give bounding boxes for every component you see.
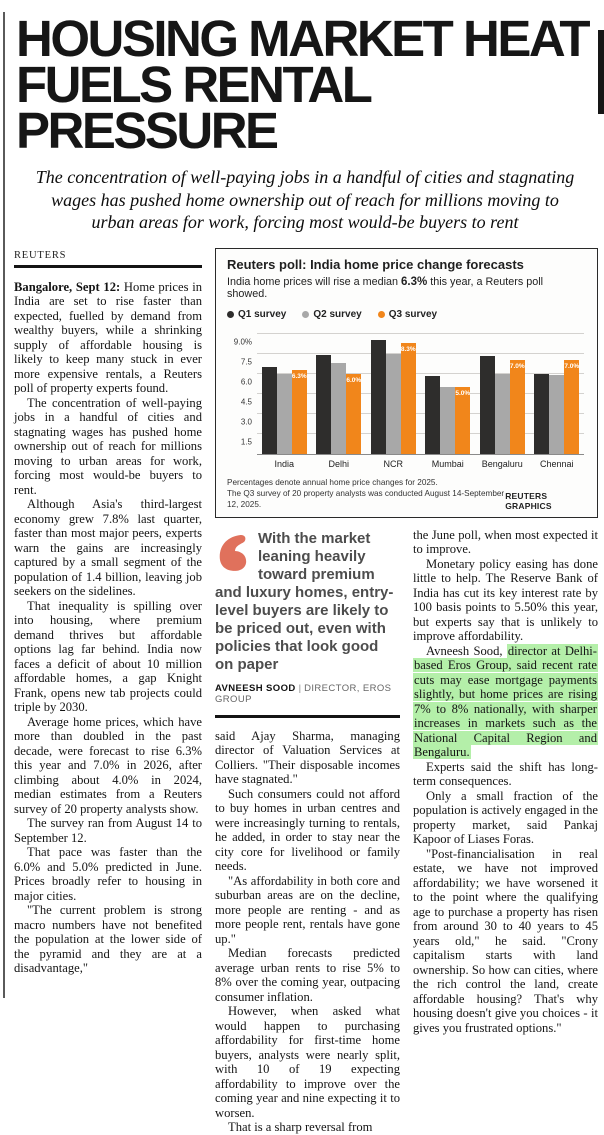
- headline-line-2: FUELS RENTAL PRESSURE: [16, 56, 370, 159]
- article-paragraph: Only a small fraction of the population is actively engaged in the property market, said Pankaj Kapoor of Liases Foras.: [413, 788, 599, 847]
- article-paragraph: Experts said the shift has long-term consequences.: [413, 759, 598, 789]
- Q2-survey-bar: [440, 387, 455, 454]
- y-axis-tick-label: 9.0%: [233, 337, 252, 346]
- quote-icon: [215, 533, 249, 571]
- right-column-paragraphs: [413, 528, 598, 1036]
- dateline: Bangalore, Sept 12:: [14, 279, 124, 294]
- byline-rule: [14, 265, 202, 268]
- middle-column-paragraphs: [215, 729, 400, 1135]
- y-axis-tick-label: 7.5: [240, 357, 252, 366]
- article-paragraph: Although Asia's third-largest economy grew 7.8% last quarter, faster than most major peers, experts warn the gains are increasingly captured by a small segment of the population of 1.4 billion, leaving job seekers on the sidelines.: [14, 497, 202, 598]
- article-paragraph: "The current problem is strong macro numbers have not benefited the population at the lower side of the pyramid and they are at a disadvantage,": [14, 903, 202, 975]
- article-paragraph: Monetary policy easing has done little to help. The Reserve Bank of India has cut its key interest rate by 100 basis points to 5.50% this year, but experts say that is unlikely to improve affordability.: [413, 556, 598, 644]
- pull-quote-rule: [215, 715, 400, 718]
- y-axis-tick-label: 6.0: [240, 377, 252, 386]
- chart-subtitle-prefix: India home prices will rise a median: [227, 275, 402, 288]
- x-axis-category-label: India: [274, 458, 295, 469]
- chart-footer: [227, 477, 586, 511]
- bar-value-label: 5.0%: [455, 389, 471, 397]
- Q2-survey-bar: [386, 354, 401, 454]
- pull-quote: [215, 530, 400, 718]
- legend-item: [302, 309, 361, 320]
- bar-value-label: 7.0%: [509, 363, 525, 371]
- bar-group-ncr: [371, 340, 416, 469]
- Q1-survey-bar: [534, 374, 549, 454]
- article-paragraph: the June poll, when most expected it to improve.: [413, 527, 598, 557]
- Q1-survey-bar: [425, 376, 440, 453]
- legend-dot-icon: [302, 311, 309, 318]
- Q1-survey-bar: [371, 340, 386, 453]
- chart-subtitle: [227, 276, 586, 300]
- y-axis-tick-label: 3.0: [240, 417, 252, 426]
- Q3-survey-bar: [346, 374, 361, 454]
- bar-group-chennai: [534, 360, 580, 469]
- column-right: [413, 528, 598, 1135]
- pull-quote-name: AVNEESH SOOD: [215, 682, 296, 694]
- bar-value-label: 8.3%: [400, 345, 416, 353]
- chart-subtitle-median: 6.3%: [401, 275, 428, 288]
- Q2-survey-bar: [549, 375, 564, 454]
- pull-quote-text: With the market leaning heavily toward premium and luxury homes, entry-level buyers are likely to be priced out, even with policies that look good on paper: [215, 529, 394, 673]
- column-middle: [215, 528, 400, 1135]
- bar-group-delhi: [316, 355, 362, 469]
- Q3-survey-bar: [455, 387, 470, 454]
- legend-dot-icon: [227, 311, 234, 318]
- Q2-survey-bar: [331, 363, 346, 454]
- Q2-survey-bar: [495, 374, 510, 454]
- article-paragraph: "As affordability in both core and suburban areas are on the decline, more people are renting - and as more people rent, rentals have gone up.": [215, 873, 400, 946]
- y-axis-tick-label: 1.5: [240, 437, 252, 446]
- pull-quote-attribution: [215, 683, 400, 705]
- adjacent-column-edge: [598, 30, 604, 114]
- chart-plot-area: [233, 334, 584, 469]
- pull-quote-separator: |: [298, 682, 302, 694]
- chart-footnote-2: The Q3 survey of 20 property analysts was conducted August 14-September 12, 2025.: [227, 488, 505, 510]
- legend-item: [378, 309, 437, 320]
- Q1-survey-bar: [316, 355, 331, 454]
- headline: [16, 10, 594, 159]
- x-axis-category-label: Delhi: [328, 458, 350, 469]
- Q1-survey-bar: [480, 356, 495, 453]
- byline: REUTERS: [14, 249, 67, 261]
- article-paragraph: That is a sharp reversal from: [228, 1120, 373, 1135]
- article-paragraph: That pace was faster than the 6.0% and 5.0% predicted in June. Prices broadly refer to housing in major cities.: [14, 845, 202, 903]
- pull-quote-role: DIRECTOR, EROS GROUP: [215, 682, 392, 705]
- bar-group-mumbai: [425, 376, 471, 469]
- article-paragraph: Average home prices, which have more than doubled in the past decade, were forecast to rise 6.3% this year and 7.0% in 2026, after climbing about 4.0% in 2024, median estimates from a Reuters survey of 20 property analysts show.: [14, 714, 202, 816]
- Q1-survey-bar: [262, 367, 277, 454]
- article-paragraph: Bangalore, Sept 12: Home prices in India are set to rise faster than expected, fuelled by demand from wealthy buyers, while a shrinking supply of affordable housing is likely to keep many stuck in ever more expensive rentals, a Reuters poll of property experts found.: [14, 279, 202, 395]
- article-paragraph: However, when asked what would happen to purchasing affordability for first-time home buyers, analysts were nearly split, with 10 of 19 expecting affordability to improve over the coming year and nine expecting it to worsen.: [215, 1004, 400, 1120]
- chart-subtitle-suffix: this year, a Reuters poll showed.: [227, 275, 544, 300]
- article-paragraph: Avneesh Sood, director at Delhi-based Eros Group, said recent rate cuts may ease mortgage payments slightly, but home prices are rising 7% to 8% nationally, with sharper increases in markets such as the National Capital Region and Bengaluru.: [414, 643, 597, 760]
- article-paragraph: said Ajay Sharma, managing director of Valuation Services at Colliers. "Their disposable incomes have stagnated.": [215, 728, 400, 787]
- x-axis-category-label: Bengaluru: [481, 458, 523, 469]
- article-paragraph: "Post-financialisation in real estate, we have not improved affordability; we have worsened it to the point where the qualifying age to purchase a property has risen from around 30 to 40 years to 45 years old," he said. "Crony capitalism starts with land ownership. So how can cities, where the rich control the land, create affordable housing? That's why housing doesn't give you choices - it gives you frustrated options.": [413, 846, 598, 1035]
- lower-columns: [215, 528, 598, 1135]
- Q2-survey-bar: [277, 374, 292, 454]
- Q3-survey-bar: [564, 360, 579, 453]
- article-paragraph: Median forecasts predicted average urban rents to rise 5% to 8% over the coming year, outpacing consumer inflation.: [215, 946, 400, 1004]
- headline-line-1: HOUSING MARKET HEAT: [16, 10, 589, 67]
- chart-footnotes: [227, 477, 505, 511]
- reuters-poll-chart: [215, 248, 598, 518]
- highlighted-text: director at Delhi-based Eros Group, said recent rate cuts may ease mortgage payments slightly, but home prices are rising 7% to 8% nationally, with sharper increases in markets such as the National Capital Region and Bengaluru.: [414, 643, 597, 760]
- x-axis-category-label: Mumbai: [431, 458, 464, 469]
- bar-value-label: 6.0%: [346, 376, 362, 384]
- bar-groups: [257, 334, 584, 469]
- page-left-rule: [3, 12, 5, 998]
- legend-label: Q1 survey: [238, 308, 287, 320]
- Q3-survey-bar: [292, 370, 307, 454]
- chart-source: REUTERS GRAPHICS: [505, 490, 552, 511]
- subheadline: The concentration of well-paying jobs in a handful of cities and stagnating wages has pushed home ownership out of reach for millions moving to urban areas for work, forcing most would-be buyers to rent: [35, 167, 575, 232]
- chart-footnote-1: Percentages denote annual home price changes for 2025.: [227, 477, 438, 487]
- chart-legend: [227, 309, 586, 320]
- legend-label: Q2 survey: [313, 308, 362, 320]
- bar-value-label: 7.0%: [564, 363, 580, 371]
- article-body: [0, 238, 604, 1135]
- article-paragraph: The survey ran from August 14 to September 12.: [14, 816, 202, 845]
- chart-title: Reuters poll: India home price change forecasts: [227, 256, 524, 272]
- bar-value-label: 6.3%: [291, 372, 307, 380]
- y-axis-tick-label: 4.5: [240, 397, 252, 406]
- bar-group-bengaluru: [480, 356, 525, 469]
- right-area: [215, 248, 598, 1135]
- article-paragraph: That inequality is spilling over into housing, where premium demand thrives but affordable options lag far behind. India now faces a deficit of about 10 million affordable homes, a gap Knight Frank, opens new tab projects could triple by 2030.: [14, 598, 202, 714]
- x-axis-category-label: Chennai: [539, 458, 574, 469]
- x-axis-category-label: NCR: [383, 458, 403, 469]
- article-header: [0, 0, 604, 238]
- Q3-survey-bar: [510, 360, 525, 453]
- bar-group-india: [262, 367, 307, 469]
- legend-dot-icon: [378, 311, 385, 318]
- legend-label: Q3 survey: [388, 308, 438, 320]
- legend-item: [227, 309, 286, 320]
- left-column-paragraphs: [14, 280, 202, 976]
- article-paragraph: Such consumers could not afford to buy homes in urban centres and were increasingly turning to rentals, he added, in order to stay near the city core for livelihood or family needs.: [215, 786, 400, 874]
- article-paragraph: The concentration of well-paying jobs in a handful of cities and stagnating wages has pushed home ownership out of reach for millions moving to urban areas for work, forcing most would-be buyers to rent.: [14, 395, 202, 497]
- column-left: [14, 248, 202, 1135]
- Q3-survey-bar: [401, 343, 416, 454]
